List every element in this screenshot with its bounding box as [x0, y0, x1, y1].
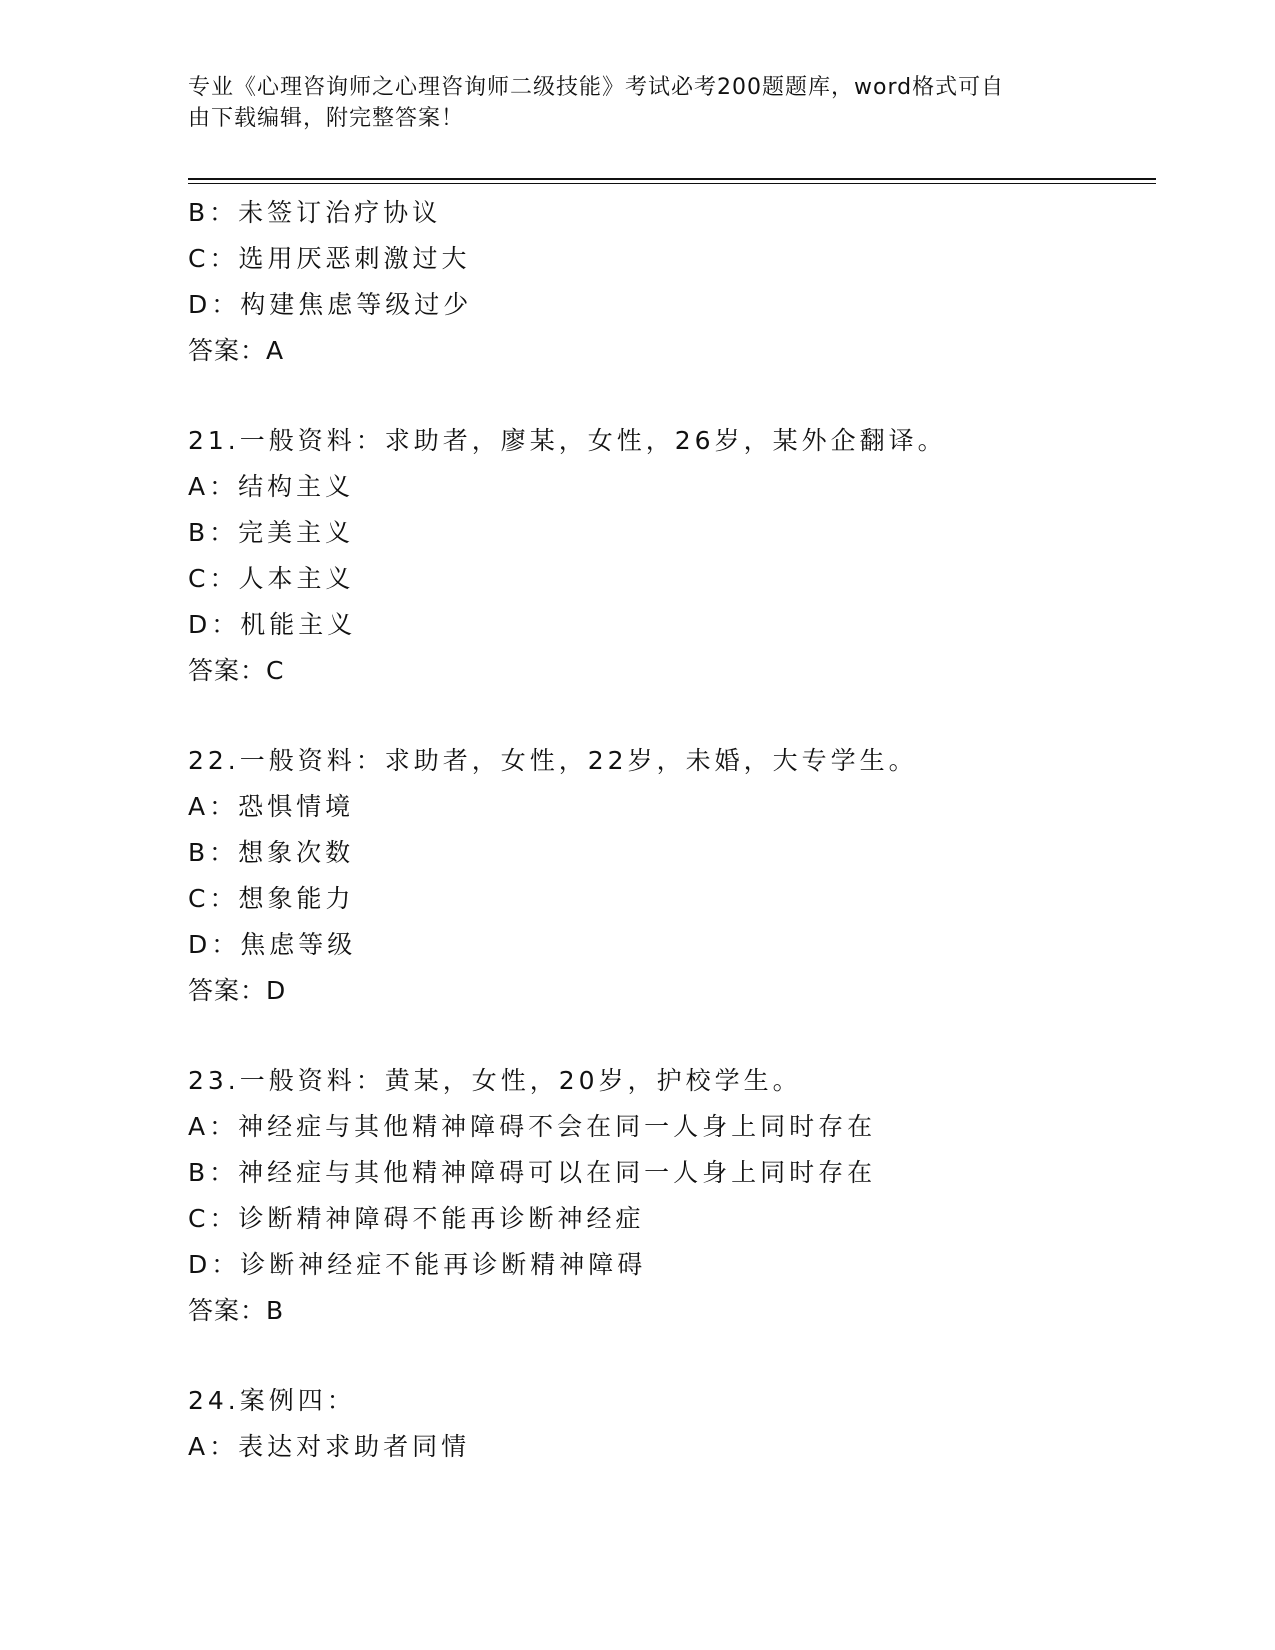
option-c: C：诊断精神障碍不能再诊断神经症	[188, 1204, 645, 1233]
option-c: C：选用厌恶刺激过大	[188, 244, 471, 273]
answer-label: 答案：	[188, 656, 267, 685]
option-a: A：结构主义	[188, 472, 355, 501]
question-block	[188, 1378, 1148, 1470]
option-d: D：诊断神经症不能再诊断精神障碍	[188, 1250, 647, 1279]
question-text: 21.一般资料：求助者，廖某，女性，26岁，某外企翻译。	[188, 426, 947, 455]
option-a: A：恐惧情境	[188, 792, 355, 821]
document-header	[188, 72, 1068, 134]
question-block	[188, 418, 1148, 694]
question-block	[188, 190, 1148, 374]
option-b: B：想象次数	[188, 838, 355, 867]
header-rule-thin	[188, 183, 1156, 184]
option-b: B：神经症与其他精神障碍可以在同一人身上同时存在	[188, 1158, 877, 1187]
answer-line	[188, 968, 1148, 1014]
option-c: C：想象能力	[188, 884, 355, 913]
answer-label: 答案：	[188, 976, 267, 1005]
question-block	[188, 738, 1148, 1014]
answer-label: 答案：	[188, 336, 267, 365]
answer-value: A	[266, 336, 285, 365]
question-text: 23.一般资料：黄某，女性，20岁，护校学生。	[188, 1066, 802, 1095]
question-list	[188, 190, 1148, 1470]
option-d: D：构建焦虑等级过少	[188, 290, 473, 319]
answer-value: D	[266, 976, 287, 1005]
answer-line	[188, 328, 1148, 374]
question-text: 22.一般资料：求助者，女性，22岁，未婚，大专学生。	[188, 746, 918, 775]
option-d: D：机能主义	[188, 610, 357, 639]
option-b: B：完美主义	[188, 518, 355, 547]
answer-value: C	[266, 656, 285, 685]
answer-value: B	[266, 1296, 285, 1325]
option-b: B：未签订治疗协议	[188, 198, 442, 227]
header-line-1: 专业《心理咨询师之心理咨询师二级技能》考试必考200题题库，word格式可自	[188, 75, 1005, 100]
option-d: D：焦虑等级	[188, 930, 357, 959]
question-block	[188, 1058, 1148, 1334]
option-a: A：表达对求助者同情	[188, 1432, 471, 1461]
question-text: 24.案例四：	[188, 1386, 356, 1415]
option-a: A：神经症与其他精神障碍不会在同一人身上同时存在	[188, 1112, 877, 1141]
header-line-2: 由下载编辑，附完整答案！	[188, 106, 465, 131]
answer-line	[188, 1288, 1148, 1334]
option-c: C：人本主义	[188, 564, 355, 593]
header-rule-thick	[188, 178, 1156, 180]
answer-line	[188, 648, 1148, 694]
answer-label: 答案：	[188, 1296, 267, 1325]
